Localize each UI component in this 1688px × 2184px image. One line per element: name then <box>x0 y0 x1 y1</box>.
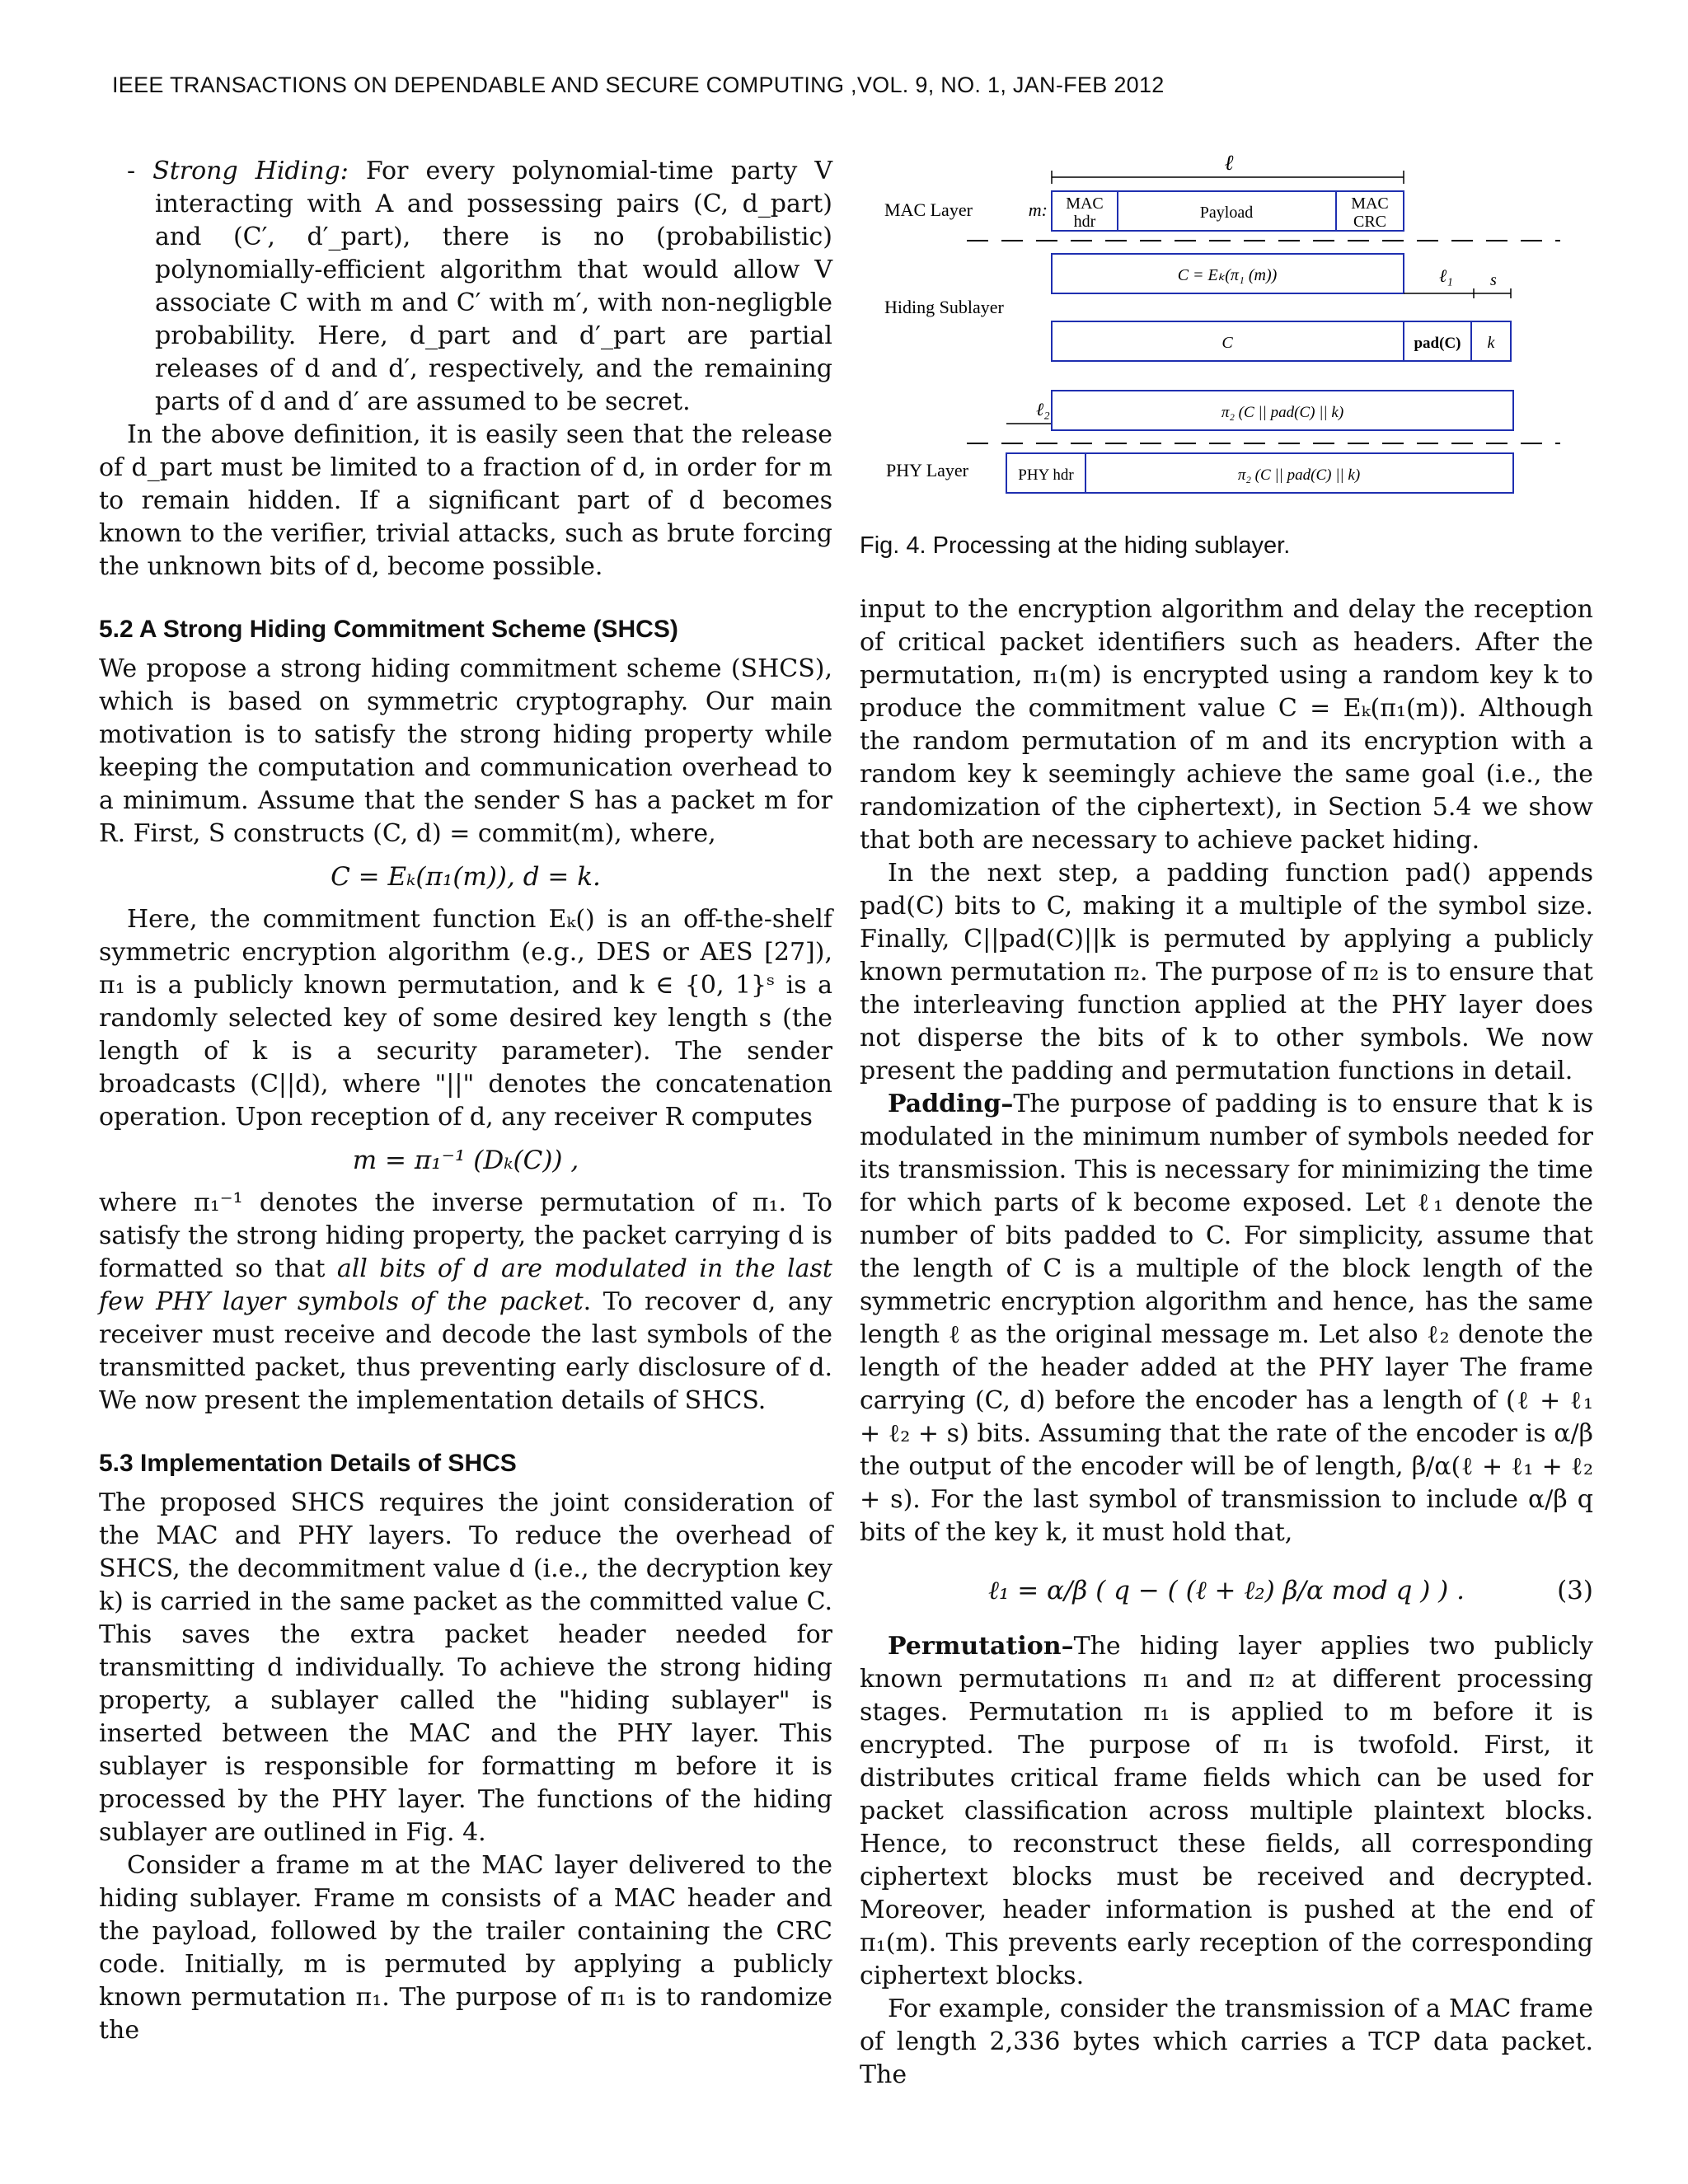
para-5-3-b: Consider a frame m at the MAC layer delivered to the hiding sublayer. Frame m consists of a MAC header and the payload, followed by the trailer containing the CRC code. Initially, m is permuted by applying a publicly known permutation π₁. The purpose of π₁ is to randomize the <box>99 1851 832 2045</box>
para-r2: In the next step, a padding function pad() appends pad(C) bits to C, making it a multiple of the symbol size. Finally, C||pad(C)||k is permuted by applying a publicly known permutation π₂. The purpose of π₂ is to ensure that the interleaving function applied at the PHY layer does not disperse the bits of k to other symbols. We now present the padding and permutation functions in detail. <box>860 859 1593 1085</box>
mac-crc-line1: MAC <box>1351 194 1389 213</box>
permutation-text: The hiding layer applies two publicly known permutations π₁ and π₂ at different processing stages. Permutation π₁ is applied to m before it is encrypted. The purpose of π₁ is twofold. First, it distributes critical frame fields which can be used for packet classification across multiple plaintext blocks. Hence, to reconstruct these fields, all corresponding ciphertext blocks must be received and decrypted. Moreover, header information is pushed at the end of π₁(m). This prevents early reception of the corresponding ciphertext blocks. <box>860 1632 1593 1990</box>
padding-text: The purpose of padding is to ensure that k is modulated in the minimum number of symbols needed for its transmission. This is necessary for minimizing the time for which parts of k become exposed. Let ℓ₁ denote the number of bits padded to C. For simplicity, assume that the length of C is a multiple of the block length of the symmetric encryption algorithm and hence, has the same length ℓ as the original message m. Let also ℓ₂ denote the length of the header added at the PHY layer The frame carrying (C, d) before the encoder has a length of (ℓ + ℓ₁ + ℓ₂ + s) bits. Assuming that the rate of the encoder is α/β the output of the encoder will be of length, β/α(ℓ + ℓ₁ + ℓ₂ + s). For the last symbol of transmission to include α/β q bits of the key k, it must hold that, <box>860 1090 1593 1547</box>
equation-3-body: ℓ₁ = α/β ( q − ( (ℓ + ℓ₂) β/α mod q ) ) . <box>988 1576 1465 1605</box>
ell1-label: ℓ₁ <box>1439 265 1453 286</box>
mac-hdr-line1: MAC <box>1066 194 1104 213</box>
ell-label: ℓ <box>1224 151 1234 175</box>
para-5-3-a: The proposed SHCS requires the joint consideration of the MAC and PHY layers. To reduce the overhead of SHCS, the decommitment value d (i.e., the decryption key k) is carried in the same packet as the committed value C. This saves the extra packet header needed for transmitting d individually. To achieve the strong hiding property, a sublayer called the "hiding sublayer" is inserted between the MAC and the PHY layer. This sublayer is responsible for formatting m before it is processed by the PHY layer. The functions of the hiding sublayer are outlined in Fig. 4. <box>99 1488 832 1847</box>
para-5-2-c <box>99 1187 832 1418</box>
para-5-2-b: Here, the commitment function Eₖ() is an off-the-shelf symmetric encryption algorithm (e.g., DES or AES [27]), π₁ is a publicly known permutation, and k ∈ {0, 1}ˢ is a randomly selected key of some desired key length s (the length of k is a security parameter). The sender broadcasts (C||d), where "||" denotes the concatenation operation. Upon reception of d, any receiver R computes <box>99 905 832 1132</box>
ell2-label: ℓ₂ <box>1036 399 1050 419</box>
equation-3-number: (3) <box>1557 1576 1593 1605</box>
para-r5: For example, consider the transmission of a MAC frame of length 2,336 bytes which carries a TCP data packet. The <box>860 1994 1593 2089</box>
phy-pi2-label: π₂ (C || pad(C) || k) <box>1237 466 1361 484</box>
para-definition: In the above definition, it is easily seen that the release of d_part must be limited to a fraction of d, in order for m to remain hidden. If a significant part of d becomes known to the verifier, trivial attacks, such as brute forcing the unknown bits of d, become possible. <box>99 420 832 581</box>
padding-label: Padding– <box>888 1090 1014 1118</box>
para-5-2-c-end: . To recover d, any receiver must receive and decode the last symbols of the transmitted packet, thus preventing early disclosure of d. We now present the implementation details of SHCS. <box>99 1287 832 1415</box>
hiding-sublayer-label: Hiding Sublayer <box>884 297 1004 317</box>
right-column <box>860 593 1593 2092</box>
mac-crc-line2: CRC <box>1353 213 1387 231</box>
mac-hdr-line2: hdr <box>1073 213 1096 231</box>
section-5-2-heading: 5.2 A Strong Hiding Commitment Scheme (SHCS) <box>99 616 678 643</box>
permutation-label: Permutation– <box>888 1632 1074 1661</box>
figure-4 <box>860 148 1593 585</box>
equation-3 <box>860 1574 1593 1607</box>
strong-hiding-text: For every polynomial-time party V interacting with A and possessing pairs (C, d_part) and (C′, d′_part), there is no (probabilistic) polynomially-efficient algorithm that would allow V associate C with m and C′ with m′, with non-negligble probability. Here, d_part and d′_part are partial releases of d and d′, respectively, and the remaining parts of d and d′ are assumed to be secret. <box>155 157 832 416</box>
running-header: IEEE TRANSACTIONS ON DEPENDABLE AND SECURE COMPUTING ,VOL. 9, NO. 1, JAN-FEB 2012 <box>112 73 1165 97</box>
para-5-2-a: We propose a strong hiding commitment scheme (SHCS), which is based on symmetric cryptography. Our main motivation is to satisfy the strong hiding property while keeping the computation and communication overhead to a minimum. Assume that the sender S has a packet m for R. First, S constructs (C, d) = commit(m), where, <box>99 654 832 848</box>
payload-label: Payload <box>1199 204 1254 222</box>
para-5-2-c-italic: all bits of d are modulated in the last few PHY layer symbols of the packet <box>99 1254 832 1316</box>
mac-layer-label: MAC Layer <box>884 199 973 220</box>
left-column <box>99 155 832 2047</box>
section-5-3-heading: 5.3 Implementation Details of SHCS <box>99 1450 517 1477</box>
k-label: k <box>1487 334 1495 352</box>
phy-layer-label: PHY Layer <box>886 460 968 480</box>
equation-commit: C = Eₖ(π₁(m)), d = k. <box>331 862 601 892</box>
c-label: C <box>1221 334 1233 352</box>
s-label: s <box>1490 271 1497 289</box>
commit-label: C = Eₖ(π₁ (m)) <box>1177 266 1278 284</box>
para-padding <box>860 1088 1593 1549</box>
equation-decommit: m = π₁⁻¹ (Dₖ(C)) , <box>352 1146 579 1175</box>
pad-label: pad(C) <box>1414 335 1461 352</box>
m-label: m: <box>1028 199 1048 220</box>
strong-hiding-label: Strong Hiding: <box>152 157 349 185</box>
para-5-2-c-start: where π₁⁻¹ denotes the inverse permutation of π₁. To satisfy the strong hiding property, the packet carrying d is formatted so that <box>99 1188 832 1283</box>
hiding-sublayer-diagram <box>860 148 1593 527</box>
pi2-label: π₂ (C || pad(C) || k) <box>1221 404 1344 421</box>
figure-caption: Fig. 4. Processing at the hiding sublayer. <box>860 532 1291 559</box>
phy-hdr-label: PHY hdr <box>1018 466 1074 484</box>
para-r1: input to the encryption algorithm and delay the reception of critical packet identifiers such as headers. After the permutation, π₁(m) is encrypted using a random key k to produce the commitment value C = Eₖ(π₁(m)). Although the random permutation of m and its encryption with a random key k seemingly achieve the same goal (i.e., the randomization of the ciphertext), in Section 5.4 we show that both are necessary to achieve packet hiding. <box>860 595 1593 855</box>
strong-hiding-definition: - Strong Hiding: For every polynomial-time party V interacting with A and possessing pairs (C, d_part) and (C′, d′_part), there is no (probabilistic) polynomially-efficient algorithm that would allow V associate C with m and C′ with m′, with non-negligble probability. Here, d_part and d′_part are partial releases of d and d′, respectively, and the remaining parts of d and d′ are assumed to be secret. <box>127 157 832 416</box>
para-permutation <box>860 1630 1593 1993</box>
